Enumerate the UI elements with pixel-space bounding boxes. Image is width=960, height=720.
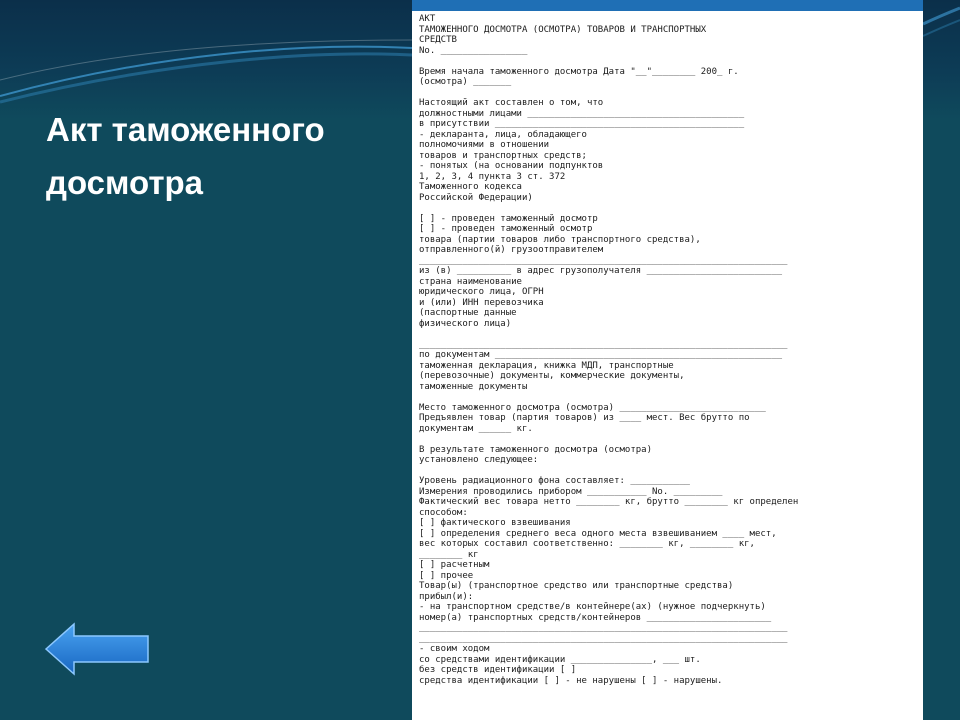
document-line: No. ________________ (419, 45, 528, 56)
document-line: СРЕДСТВ (419, 35, 457, 45)
slide-title: Акт таможенного досмотра (46, 111, 325, 201)
document-line: (осмотра) _______ (419, 77, 512, 87)
document-line: Таможенного кодекса (419, 182, 522, 192)
document-line: должностными лицами ________________________________________ (419, 108, 745, 119)
document-line: прибыл(и): (419, 591, 474, 602)
document-text (419, 14, 919, 686)
document-line: ________ кг (419, 549, 479, 560)
document-line: - своим ходом (419, 644, 490, 654)
document-line (419, 88, 919, 99)
document-line: В результате таможенного досмотра (осмотра) (419, 444, 652, 455)
document-line: таможенная декларация, книжка МДП, транспортные (419, 360, 674, 371)
document-line: Уровень радиационного фона составляет: ___________ (419, 476, 690, 486)
document-line: ____________________________________________________________________ (419, 623, 788, 633)
left-arrow-icon[interactable] (44, 622, 150, 676)
document-line (419, 203, 919, 214)
document-line: ____________________________________________________________________ (419, 255, 788, 266)
document-line: товаров и транспортных средств; (419, 150, 587, 161)
document-line: юридического лица, ОГРН (419, 287, 544, 297)
document-line: Настоящий акт составлен о том, что (419, 98, 604, 108)
document-line (419, 466, 919, 477)
document-line (419, 392, 919, 403)
document-line: и (или) ИНН перевозчика (419, 297, 544, 308)
document-line: - декларанта, лица, обладающего (419, 129, 587, 140)
document-line: товара (партии товаров либо транспортного средства), (419, 234, 701, 245)
document-line: из (в) __________ в адрес грузополучателя _________________________ (419, 266, 783, 276)
document-line (419, 56, 919, 67)
document-line: без средств идентификации [ ] (419, 665, 577, 675)
document-line: отправленного(й) грузоотправителем (419, 245, 604, 255)
document-line: способом: (419, 507, 468, 518)
document-line: Место таможенного досмотра (осмотра) ___________________________ (419, 402, 766, 413)
document-line: установлено следующее: (419, 455, 539, 465)
document-line: Предъявлен товар (партия товаров) из ____ мест. Вес брутто по (419, 413, 750, 423)
document-line: [ ] прочее (419, 570, 474, 581)
document-line: [ ] - проведен таможенный досмотр (419, 213, 598, 224)
document-line: страна наименование (419, 276, 522, 287)
document-line: в присутствии ______________________________________________ (419, 119, 745, 129)
document-line: документам ______ кг. (419, 423, 533, 434)
document-line: [ ] расчетным (419, 560, 490, 570)
document-line: [ ] определения среднего веса одного места взвешиванием ____ мест, (419, 528, 777, 539)
document-line: Фактический вес товара нетто ________ кг, брутто ________ кг определен (419, 497, 799, 507)
document-line: ____________________________________________________________________ (419, 339, 788, 350)
document-line (419, 434, 919, 445)
document-line: [ ] - проведен таможенный осмотр (419, 224, 593, 234)
document-line: номер(а) транспортных средств/контейнеров _______________________ (419, 612, 772, 623)
document-line: - понятых (на основании подпунктов (419, 161, 604, 171)
document-line: полномочиями в отношении (419, 140, 550, 150)
document-line: 1, 2, 3, 4 пункта 3 ст. 372 (419, 171, 566, 182)
document-line: Товар(ы) (транспортное средство или транспортные средства) (419, 581, 734, 591)
document-line: со средствами идентификации _______________, ___ шт. (419, 654, 701, 665)
document-line: таможенные документы (419, 381, 528, 392)
document-line: (паспортные данные (419, 308, 517, 318)
document-line: Время начала таможенного досмотра Дата "__"________ 200_ г. (419, 66, 739, 77)
document-line: по документам _____________________________________________________ (419, 350, 783, 360)
document-line: Российской Федерации) (419, 192, 533, 203)
document-line: [ ] фактического взвешивания (419, 518, 571, 528)
document-line: АКТ (419, 14, 436, 24)
document-line: ТАМОЖЕННОГО ДОСМОТРА (ОСМОТРА) ТОВАРОВ И ТРАНСПОРТНЫХ (419, 24, 707, 35)
customs-inspection-document (412, 0, 923, 720)
document-line: (перевозочные) документы, коммерческие документы, (419, 371, 685, 381)
document-line: Измерения проводились прибором ___________ No. _________ (419, 486, 723, 497)
document-line: вес которых составил соответственно: ________ кг, ________ кг, (419, 539, 755, 549)
document-line: - на транспортном средстве/в контейнере(ах) (нужное подчеркнуть) (419, 602, 766, 612)
document-line: средства идентификации [ ] - не нарушены [ ] - нарушены. (419, 675, 723, 686)
document-line: ____________________________________________________________________ (419, 633, 788, 644)
document-line (419, 329, 919, 340)
document-line: физического лица) (419, 318, 512, 329)
